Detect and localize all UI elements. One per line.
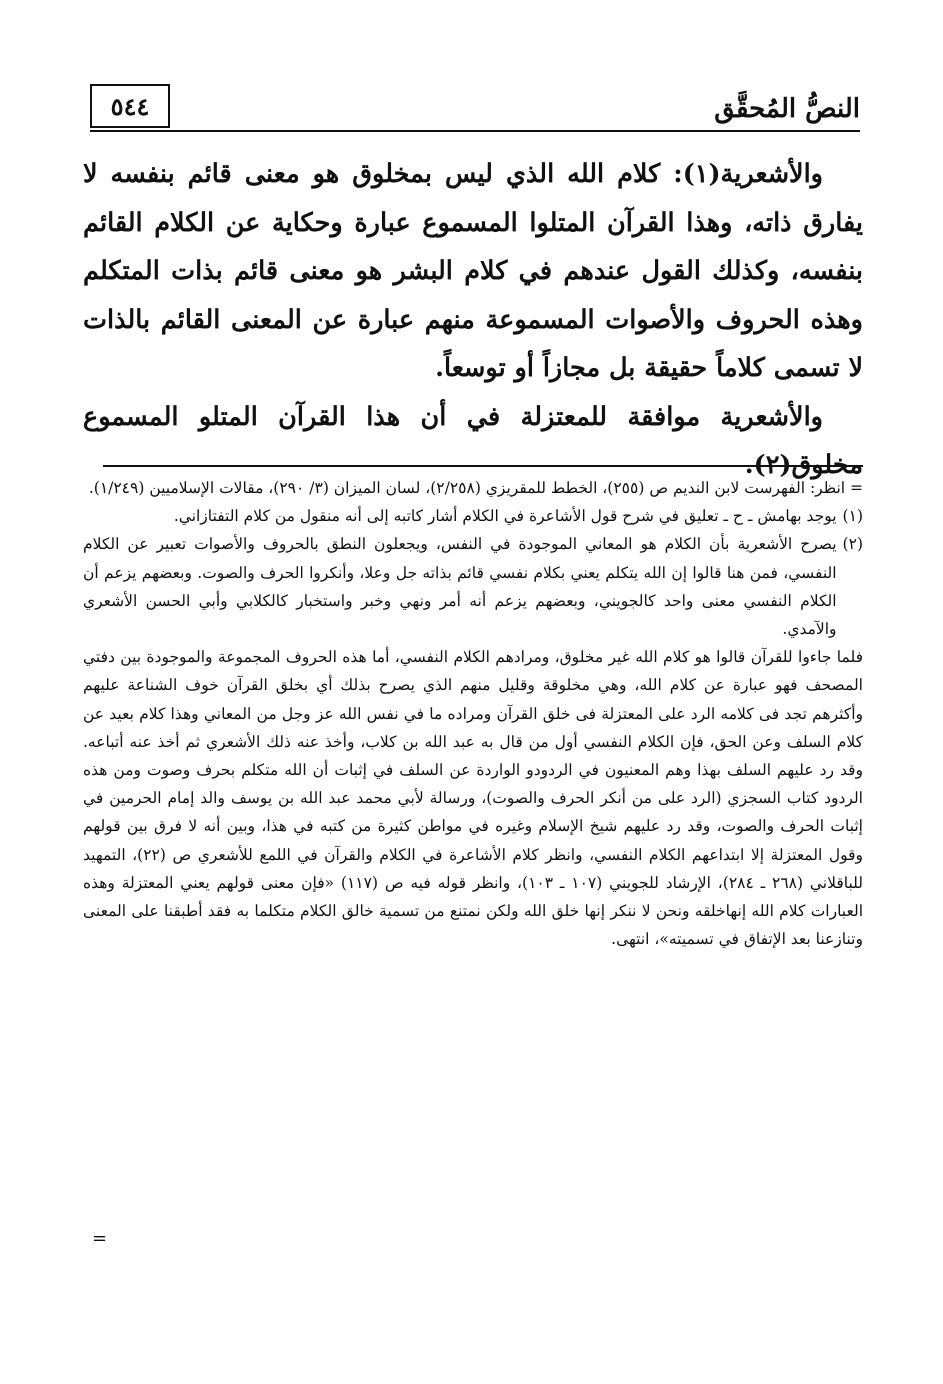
main-paragraph-2: والأشعرية موافقة للمعتزلة في أن هذا القرآن المتلو المسموع مخلوق(٢). xyxy=(83,401,863,480)
main-paragraph-1: والأشعرية(١): كلام الله الذي ليس بمخلوق هو معنى قائم بنفسه لا يفارق ذاته، وهذا القرآن المتلوا المسموع عبارة وحكاية عن الكلام القائم بنفسه، وكذلك القول عندهم في كلام البشر هو معنى قائم بذات المتكلم وهذه الحروف والأصوات المسموعة منهم عبارة عن المعنى القائم بالذات لا تسمى كلاماً حقيقة بل مجازاً أو توسعاً. xyxy=(83,159,863,383)
footnote-1-marker: (١) xyxy=(842,507,863,526)
footnote-1-text: يوجد بهامش ـ ح ـ تعليق في شرح قول الأشاعرة في الكلام أشار كاتبه إلى أنه منقول من كلام التفتازاني. xyxy=(173,507,837,526)
page-number: ٥٤٤ xyxy=(90,84,170,128)
main-text xyxy=(83,150,863,490)
footnote-2-marker: (٢) xyxy=(842,535,863,554)
header-divider xyxy=(90,130,860,132)
page-header xyxy=(90,84,860,142)
continuation-mark: = xyxy=(92,1228,108,1249)
footnote-continued: = انظر: الفهرست لابن النديم ص (٢٥٥)، الخطط للمقريزي (٢/٢٥٨)، لسان الميزان (٣/ ٢٩٠)، مقالات الإسلاميين (١/٢٤٩). xyxy=(88,479,863,497)
running-title: النصُّ المُحقَّق xyxy=(714,94,860,124)
footnote-1 xyxy=(83,502,863,530)
footnote-2 xyxy=(83,530,863,643)
footnote-divider xyxy=(103,465,863,467)
footnote-2-text-part-1: يصرح الأشعرية بأن الكلام هو المعاني الموجودة في النفس، ويجعلون النطق بالحروف والأصوات تعبير عن الكلام النفسي، فمن هنا قالوا إن الله يتكلم يعني بكلام نفسي قائم بذاته جل وعلا، وأنكروا الحرف والصوت. وبعضهم يزعم أن الكلام النفسي معنى واحد كالجويني، وبعضهم يزعم أنه أمر ونهي وخبر واستخبار كالكلابي وأبي الحسن الأشعري والآمدي. xyxy=(83,535,837,639)
footnotes xyxy=(83,474,863,953)
footnote-2-text-part-2: فلما جاءوا للقرآن قالوا هو كلام الله غير مخلوق، ومرادهم الكلام النفسي، أما هذه الحروف المجموعة والموجودة بين دفتي المصحف فهو عبارة عن كلام الله، وهي مخلوقة وقليل منهم الذي يصرح بذلك أي بخلق القرآن خوف الشناعة عليهم وأكثرهم تجد فى كلامه الرد على المعتزلة فى خلق القرآن ومراده ما في نفس الله عز وجل من المعاني وهذا كلام بعيد عن كلام السلف وعن الحق، فإن الكلام النفسي أول من قال به عبد الله بن كلاب، وأخذ عنه ذلك الأشعري ثم أخذ عنه أتباعه. وقد رد عليهم السلف بهذا وهم المعنيون في الردودو الواردة عن السلف في إثبات أن الله متكلم بحرف وصوت ومن هذه الردود كتاب السجزي (الرد على من أنكر الحرف والصوت)، ورسالة لأبي محمد عبد الله بن يوسف والد إمام الحرمين في إثبات الحرف والصوت، وقد رد عليهم شيخ الإسلام وغيره في مواطن كثيرة من كتبه في هذا، وبين أنه لا فرق بين قولهم وقول المعتزلة إلا ابتداعهم الكلام النفسي، وانظر كلام الأشاعرة في الكلام والقرآن في اللمع للأشعري ص (٢٢)، التمهيد للباقلاني (٢٦٨ ـ ٢٨٤)، الإرشاد للجويني (١٠٧ ـ ١٠٣)، وانظر قوله فيه ص (١١٧) «فإن معنى قولهم يعني المعتزلة وهذه العبارات كلام الله إنهاخلقه ونحن لا ننكر إنها خلق الله ولكن نمتنع من تسمية خالق الكلام متكلما به فقد أطبقنا على المعنى وتنازعنا بعد الإتفاق في تسميته»، انتهى. xyxy=(83,648,863,949)
